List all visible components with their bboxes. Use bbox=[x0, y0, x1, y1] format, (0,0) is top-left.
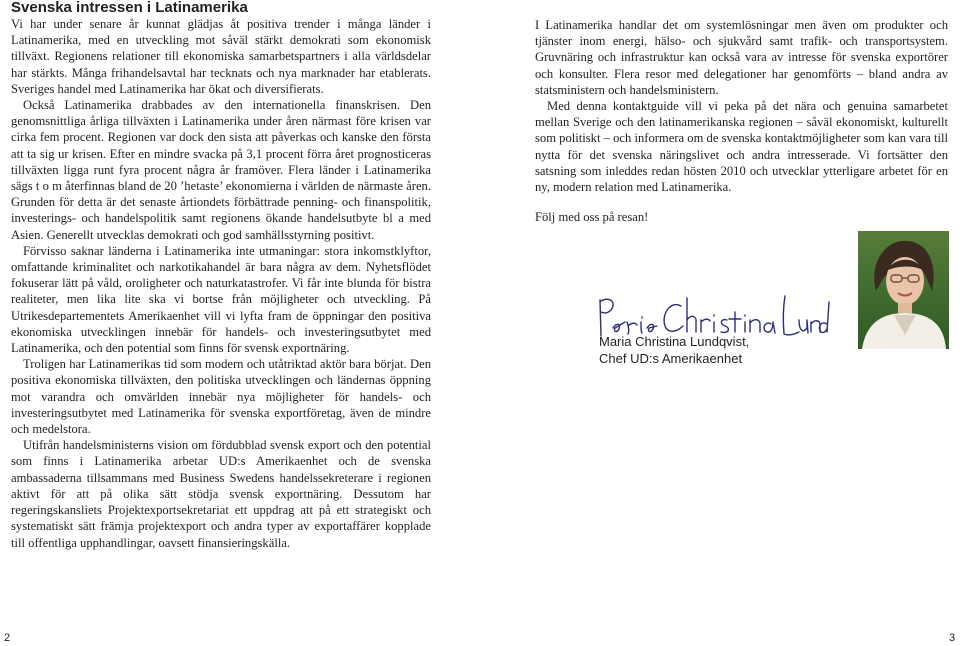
closing-line: Följ med oss på resan! bbox=[535, 210, 649, 225]
paragraph: Förvisso saknar länderna i Latinamerika inte utmaningar: stora inkomstklyftor, omfattande kriminalitet och narkotikahandel är bara några av dem. Nyhetsflödet fokuserar lätt på våld, oroligheter och naturkatastrofer. Vi får inte blunda för bistra realiteter, men lika lite ska vi bortse från möjligheter och utveckling. På Utrikesdepartementets Amerikaenhet vill vi lyfta fram de öppningar den positiva ekonomiska utvecklingen innebär för handels- och investeringsutbytet med Latinamerika, och den potential som finns för svensk exportnäring. bbox=[11, 243, 431, 356]
right-text-column bbox=[535, 17, 948, 225]
paragraph: Troligen har Latinamerikas tid som modern och utåtriktad aktör bara börjat. Den positiva ekonomiska tillväxten, den politiska utvecklingen och ländernas öppning mot varandra och omvärlden innebär nya möjligheter för handels- och investeringsutbytet med Latinamerika för svenska exportföretag, även de mindre och medelstora. bbox=[11, 357, 431, 437]
portrait-photo bbox=[858, 231, 949, 349]
paragraph: I Latinamerika handlar det om systemlösningar men även om produkter och tjänster inom energi, hälso- och sjukvård samt trafik- och transportsystem. Gruvnäring och infrastruktur kan också vara av intresse för svenska exportörer och konsulter. Flera resor med delegationer har genomförts – bland andra av statsministern och handelsministern. bbox=[535, 18, 948, 97]
page-title: Svenska intressen i Latinamerika bbox=[11, 0, 248, 16]
paragraph: Vi har under senare år kunnat glädjas åt positiva trender i många länder i Latinamerika, med en utveckling mot såväl stärkt demokrati som ekonomisk tillväxt. Regionens relationer till ekonomiska samarbetspartners i alla världsdelar har stärkts. Många frihandelsavtal har tecknats och nya marknader har etablerats. Sveriges handel med Latinamerika har ökat och diversifierats. bbox=[11, 17, 431, 96]
paragraph: Utifrån handelsministerns vision om fördubblad svensk export och den potential som finns i Latinamerika arbetar UD:s Amerikaenhet och de svenska ambassaderna tillsammans med Business Swedens handelssekreterare i regionen aktivt för att på olika sätt stödja svensk exportnäring. Dessutom har regeringskansliets Projektexportsekretariat ett uppdrag att på ett strategiskt och systematiskt sätt främja projektexport och andra typer av exportaffärer kopplade till offentliga upphandlingar, oavsett finansieringskälla. bbox=[11, 438, 431, 550]
signer-name: Maria Christina Lundqvist, bbox=[599, 334, 750, 349]
left-text-column bbox=[11, 16, 431, 551]
paragraph: Med denna kontaktguide vill vi peka på det nära och genuina samarbetet mellan Sverige och den latinamerikanska regionen – såväl ekonomiskt, kulturellt som politiskt – och informera om de svenska kontaktmöjligheter som kan vara till nytta för det svenska näringslivet och andra intresserade. Vi fortsätter den satsning som inleddes redan hösten 2010 och utvecklar ytterligare arbetet för en ny, modern relation med Latinamerika. bbox=[535, 99, 948, 195]
page-number-left: 2 bbox=[4, 632, 11, 644]
page-number-right: 3 bbox=[949, 632, 956, 644]
paragraph: Också Latinamerika drabbades av den internationella finanskrisen. Den genomsnittliga årliga tillväxten i Latinamerika under åren närmast före krisen var cirka fem procent. Regionen var dock den sista att påverkas och kanske den första att ta sig ur krisen. Efter en mindre svacka på 3,1 procent förra året prognosticeras tillväxten ligga runt fyra procent några år framöver. Flera länder i Latinamerika sägs t o m återfinnas bland de 20 ’hetaste’ ekonomierna i världen de närmaste åren. Grunden för detta är det senaste årtiondets förbättrade penning- och finanspolitik, investerings- och handelspolitik samt regionens ökande handelsutbyte bl a med Asien. Generellt utvecklas demokrati och god samhällsstyrning positivt. bbox=[11, 98, 431, 242]
signer-role: Chef UD:s Amerikaenhet bbox=[599, 351, 743, 366]
